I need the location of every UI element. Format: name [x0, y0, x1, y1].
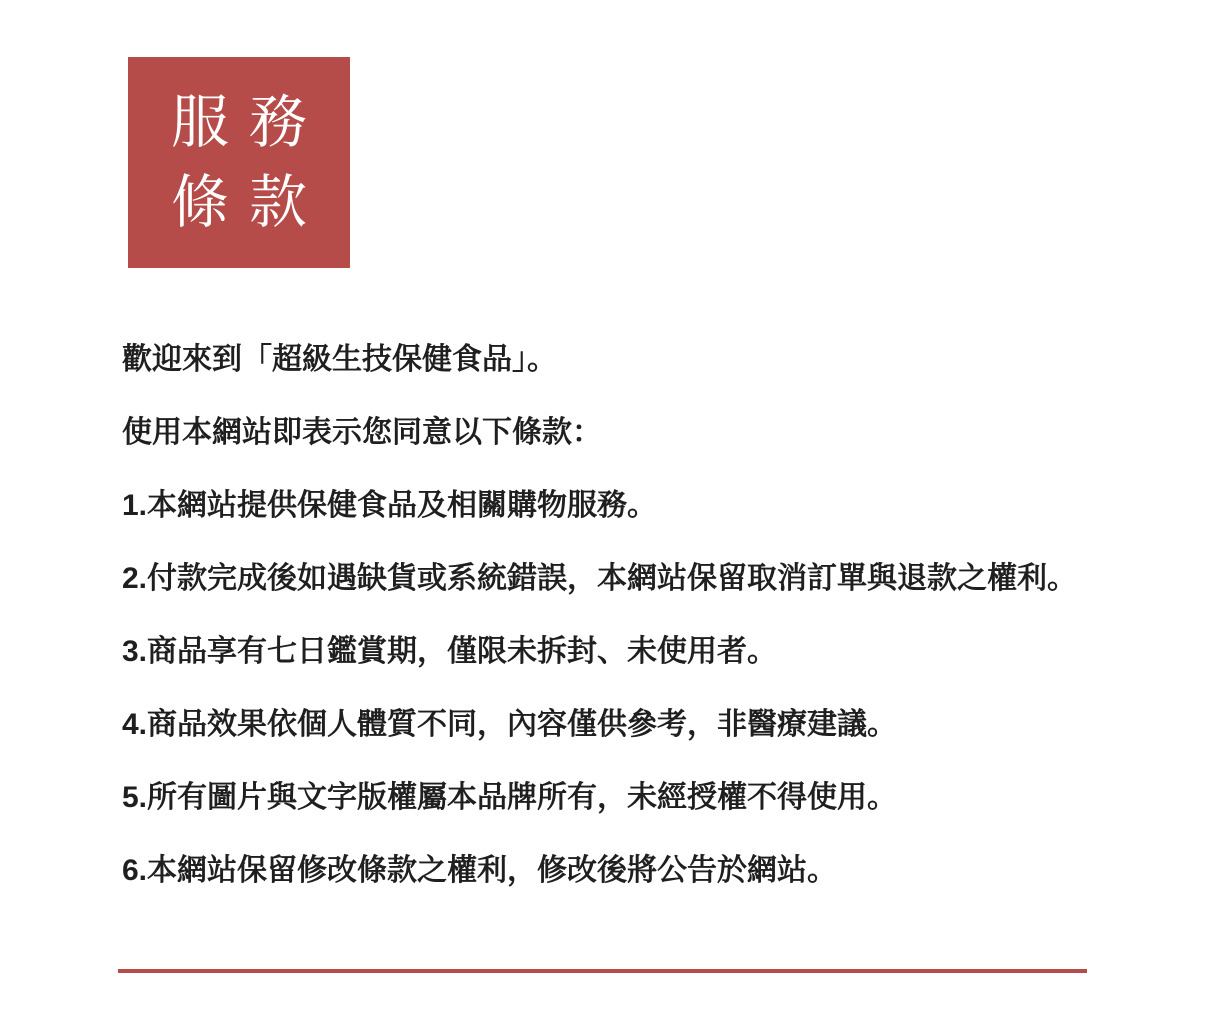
- terms-content: [122, 339, 1142, 923]
- term-item-3: 3.商品享有七日鑑賞期，僅限未拆封、未使用者。: [122, 635, 778, 668]
- term-item-4: 4.商品效果依個人體質不同，內容僅供參考，非醫療建議。: [122, 708, 898, 741]
- term-item-6: 6.本網站保留修改條款之權利，修改後將公告於網站。: [122, 854, 838, 887]
- badge-line-2: 條款: [170, 169, 327, 235]
- welcome-text: 歡迎來到「超級生技保健食品」。: [122, 343, 557, 376]
- terms-of-service-badge: [128, 57, 350, 268]
- agreement-text: 使用本網站即表示您同意以下條款：: [122, 416, 602, 449]
- badge-line-1: 服務: [170, 89, 327, 155]
- term-item-2: 2.付款完成後如遇缺貨或系統錯誤，本網站保留取消訂單與退款之權利。: [122, 562, 1078, 595]
- term-item-5: 5.所有圖片與文字版權屬本品牌所有，未經授權不得使用。: [122, 781, 898, 814]
- divider-line: [118, 969, 1087, 973]
- term-item-1: 1.本網站提供保健食品及相關購物服務。: [122, 489, 658, 522]
